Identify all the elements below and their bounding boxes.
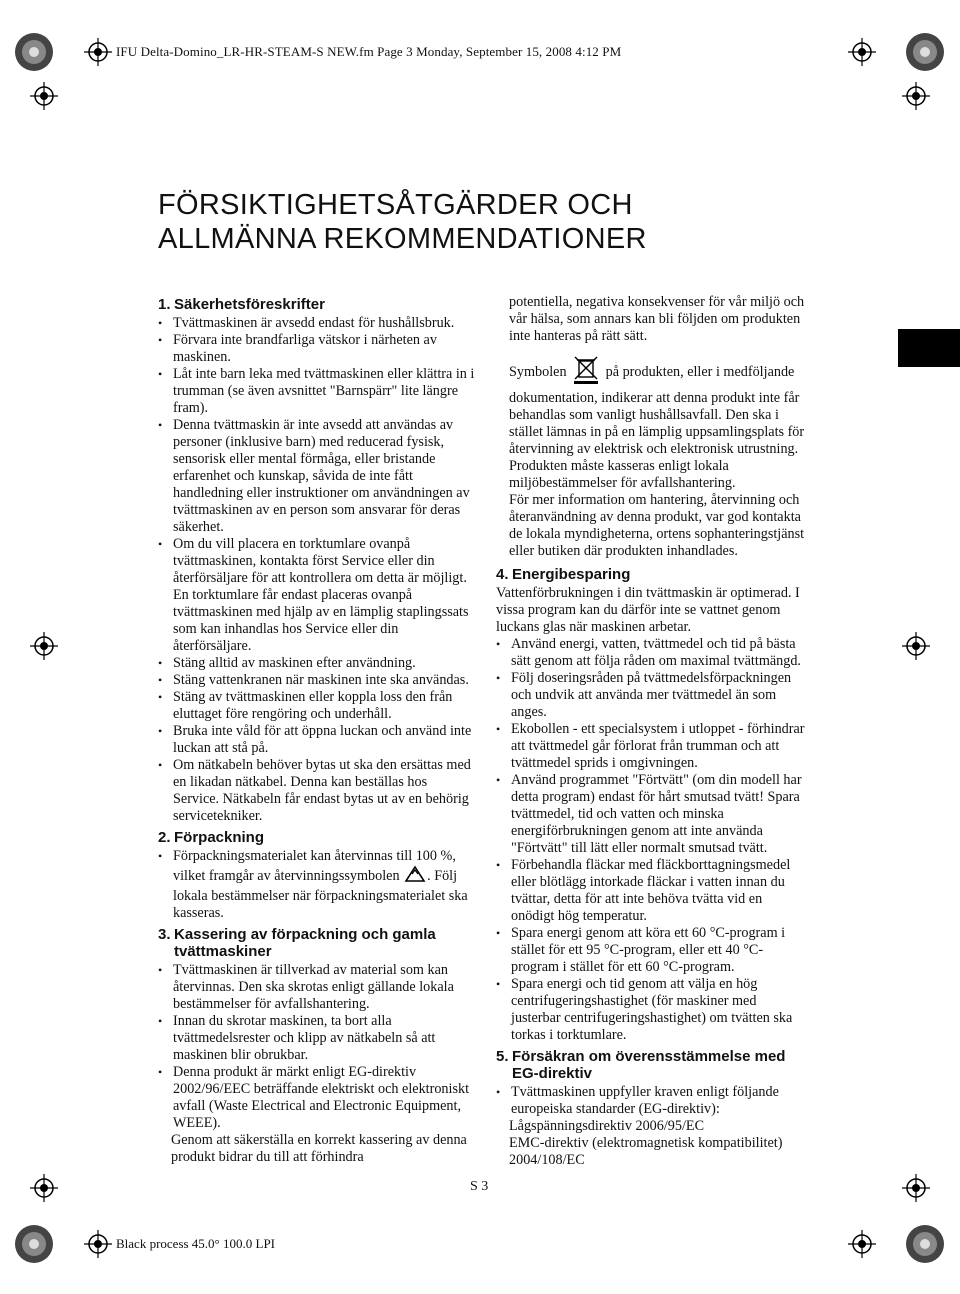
paragraph: EMC-direktiv (elektromagnetisk kompatibilitet) 2004/108/EC (509, 1135, 783, 1168)
paragraph: Lågspänningsdirektiv 2006/95/EC (509, 1118, 705, 1134)
registration-mark-icon (848, 1230, 876, 1258)
registration-mark-icon (848, 38, 876, 66)
packaging-list (158, 848, 476, 922)
registration-mark-icon (84, 38, 112, 66)
right-column (496, 294, 806, 1169)
section-heading: 4. Energibesparing (496, 566, 631, 583)
paragraph: Symbolen på produkten, eller i medföljande dokumentation, indikerar att denna produkt inte får behandlas som vanligt hushållsavfall. Den ska i stället lämnas in på en lämplig uppsamlingsplats för återvinning av elektrisk och elektronisk utrustning. (496, 355, 806, 458)
list-item: • Använd energi, vatten, tvättmedel och tid på bästa sätt genom att följa råden om maximal tvättmängd. (496, 636, 806, 670)
list-item: • Stäng av tvättmaskinen eller koppla loss den från eluttaget före rengöring och underhåll. (158, 689, 476, 723)
conformity-list (496, 1084, 806, 1118)
registration-mark-icon (902, 1174, 930, 1202)
safety-list (158, 315, 476, 825)
list-item: • Förvara inte brandfarliga vätskor i närheten av maskinen. (158, 332, 476, 366)
energy-list (496, 636, 806, 1044)
registration-mark-icon (30, 1174, 58, 1202)
section-heading: 3. Kassering av förpackning och gamla tvättmaskiner (158, 926, 436, 960)
list-item: • Följ doseringsråden på tvättmedelsförpackningen och undvik att använda mer tvättmedel än som anges. (496, 670, 806, 721)
list-item: • Spara energi och tid genom att välja en hög centrifugeringshastighet (för maskiner med justerbar centrifugeringshastighet) om tvätten ska torkas i torktumlare. (496, 976, 806, 1044)
page-title-line-1: FÖRSIKTIGHETSÅTGÄRDER OCH (158, 189, 633, 221)
page-title-line-2: ALLMÄNNA REKOMMENDATIONER (158, 223, 647, 255)
page-title (158, 188, 647, 256)
recycling-symbol-icon (403, 865, 427, 888)
list-item: • Ekobollen - ett specialsystem i utloppet - förhindrar att tvättmedel går förlorat från trumman och att tvättmedel sprids i omgivningen. (496, 721, 806, 772)
registration-mark-icon (902, 632, 930, 660)
paragraph: Vattenförbrukningen i din tvättmaskin är optimerad. I vissa program kan du därför inte se vattnet genom luckans glas när maskinen arbetar. (496, 585, 800, 635)
registration-mark-icon (84, 1230, 112, 1258)
list-item: • Förbehandla fläckar med fläckborttagningsmedel eller blötlägg intorkade fläckar i vatten innan du tvättar, detta för att inte behöva tvätta vid en onödigt hög temperatur. (496, 857, 806, 925)
registration-mark-icon (30, 82, 58, 110)
starburst-disc-icon (905, 32, 945, 72)
list-item: • Låt inte barn leka med tvättmaskinen eller klättra in i trumman (se även avsnittet "Barnspärr" lite längre fram). (158, 366, 476, 417)
list-item: • Denna tvättmaskin är inte avsedd att användas av personer (inklusive barn) med reducerad fysisk, sensorisk eller mental förmåga, eller bristande erfarenhet och kunskap, såvida de inte fått handledning eller instruktioner om användningen av tvättmaskinen av en person som ansvarar för deras säkerhet. (158, 417, 476, 536)
thumb-index-tab (898, 329, 960, 367)
crossed-bin-icon (570, 355, 602, 390)
registration-mark-icon (30, 632, 58, 660)
section-heading: 5. Försäkran om överensstämmelse med EG-direktiv (496, 1048, 786, 1082)
list-item: • Om nätkabeln behöver bytas ut ska den ersättas med en likadan nätkabel. Denna kan beställas hos Service. Nätkabeln får endast bytas ut av en behörig servicetekniker. (158, 757, 476, 825)
starburst-disc-icon (14, 1224, 54, 1264)
list-item: • Stäng alltid av maskinen efter användning. (158, 655, 476, 672)
section-heading: 2. Förpackning (158, 829, 265, 846)
print-header: IFU Delta-Domino_LR-HR-STEAM-S NEW.fm Page 3 Monday, September 15, 2008 4:12 PM (116, 44, 622, 59)
list-item: • Spara energi genom att köra ett 60 °C-program i stället för ett 95 °C-program, eller ett 40 °C-program i stället för ett 60 °C-program. (496, 925, 806, 976)
section-heading: 1. Säkerhetsföreskrifter (158, 296, 325, 313)
list-item: • Denna produkt är märkt enligt EG-direktiv 2002/96/EEC beträffande elektriskt och elektroniskt avfall (Waste Electrical and Electronic Equipment, WEEE). (158, 1064, 476, 1132)
list-item: • Om du vill placera en torktumlare ovanpå tvättmaskinen, kontakta först Service eller din återförsäljare för att kontrollera om detta är möjligt. En torktumlare får endast placeras ovanpå tvättmaskinen med hjälp av en lämplig staplingssats som kan inhandlas hos Service eller din återförsäljare. (158, 536, 476, 655)
list-item: • Bruka inte våld för att öppna luckan och använd inte luckan att stå på. (158, 723, 476, 757)
left-column (158, 292, 476, 1166)
starburst-disc-icon (14, 32, 54, 72)
list-item: • Förpackningsmaterialet kan återvinnas till 100 %, vilket framgår av återvinningssymbolen . Följ lokala bestämmelser när förpackningsmaterialet ska kasseras. (158, 848, 476, 922)
paragraph: För mer information om hantering, återvinning och återanvändning av denna produkt, var god kontakta de lokala myndigheterna, ortens sophanteringstjänst eller butiken där produkten inhandlades. (509, 492, 805, 559)
list-item: • Innan du skrotar maskinen, ta bort alla tvättmedelsrester och klipp av nätkabeln så att maskinen blir obrukbar. (158, 1013, 476, 1064)
list-item: • Tvättmaskinen är tillverkad av material som kan återvinnas. Den ska skrotas enligt gällande lokala bestämmelser för avfallshantering. (158, 962, 476, 1013)
page-number: S 3 (470, 1179, 489, 1194)
list-item: • Tvättmaskinen uppfyller kraven enligt följande europeiska standarder (EG-direktiv): (496, 1084, 806, 1118)
disposal-list (158, 962, 476, 1132)
list-item: • Använd programmet "Förtvätt" (om din modell har detta program) endast för hårt smutsad tvätt! Spara tvättmedel, tid och vatten och minska energiförbrukningen genom att inte använda "Förtvätt" till lätt eller normalt smutsad tvätt. (496, 772, 806, 857)
registration-mark-icon (902, 82, 930, 110)
list-item: • Tvättmaskinen är avsedd endast för hushållsbruk. (158, 315, 476, 332)
paragraph: Genom att säkerställa en korrekt kassering av denna produkt bidrar du till att förhindra (171, 1132, 467, 1165)
paragraph: Produkten måste kasseras enligt lokala miljöbestämmelser för avfallshantering. (509, 458, 736, 491)
paragraph: potentiella, negativa konsekvenser för vår miljö och vår hälsa, som annars kan bli följden om produkten inte hanteras på rätt sätt. (509, 294, 805, 344)
starburst-disc-icon (905, 1224, 945, 1264)
list-item: • Stäng vattenkranen när maskinen inte ska användas. (158, 672, 476, 689)
print-footer: Black process 45.0° 100.0 LPI (116, 1236, 276, 1251)
